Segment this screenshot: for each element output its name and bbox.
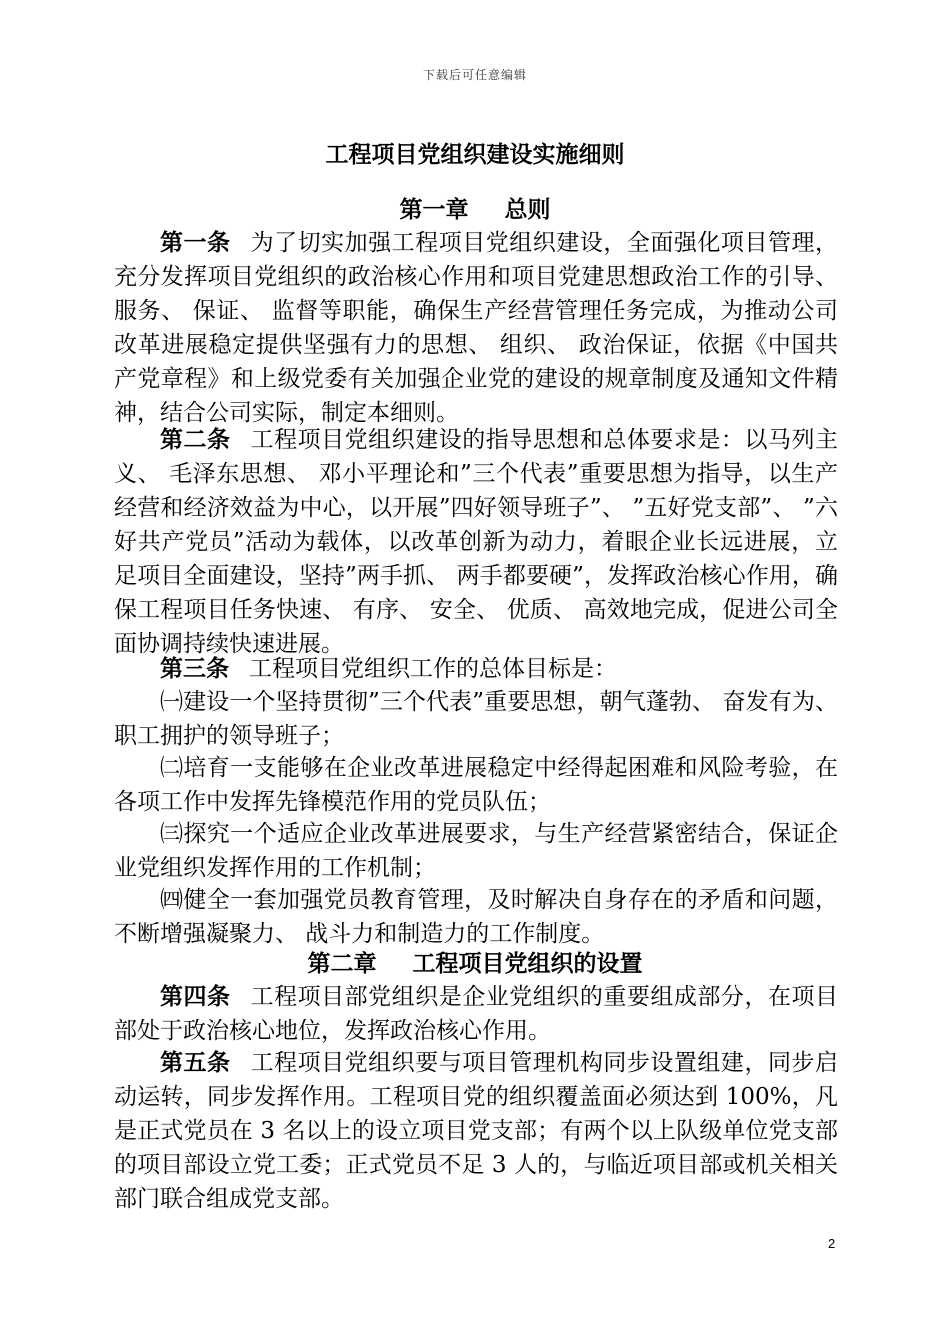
article-4-label: 第四条 — [160, 984, 231, 1010]
article-2 — [114, 423, 838, 661]
article-1-label: 第一条 — [160, 230, 231, 256]
article-1 — [114, 226, 838, 430]
chapter-2-heading — [0, 947, 950, 981]
chapter-2-number: 第二章 — [307, 951, 377, 977]
article-5-label: 第五条 — [160, 1050, 231, 1076]
list-item-3: ㈢探究一个适应企业改革进展要求，与生产经营紧密结合，保证企业党组织发挥作用的工作机制； — [114, 821, 838, 881]
article-3 — [114, 652, 838, 686]
article-3-text: 工程项目党组织工作的总体目标是： — [249, 656, 617, 682]
article-3-label: 第三条 — [160, 656, 229, 682]
list-item-1: ㈠建设一个坚持贯彻”三个代表”重要思想，朝气蓬勃、 奋发有为、 职工拥护的领导班子； — [114, 689, 838, 749]
list-item-2: ㈡培育一支能够在企业改革进展稳定中经得起困难和风险考验，在各项工作中发挥先锋模范作用的党员队伍； — [114, 755, 838, 815]
chapter-1-heading — [0, 193, 950, 227]
article-4 — [114, 980, 838, 1048]
chapter-1-number: 第一章 — [399, 197, 469, 223]
document-title: 工程项目党组织建设实施细则 — [325, 142, 625, 168]
article-5 — [114, 1046, 838, 1216]
article-2-text: 工程项目党组织建设的指导思想和总体要求是：以马列主义、 毛泽东思想、 邓小平理论和”三个代表”重要思想为指导，以生产经营和经济效益为中心，以开展”四好领导班子”、 ”五好党支部”、 ”六好共产党员”活动为载体，以改革创新为动力，着眼企业长远进展，立足项目全面建设，坚持”两手抓、 两手都要硬”，发挥政治核心作用，确保工程项目任务快速、 有序、 安全、 优质、 高效地完成，促进公司全面协调持续快速进展。 — [114, 427, 839, 657]
article-2-label: 第二条 — [160, 427, 231, 453]
chapter-2-title: 工程项目党组织的设置 — [412, 951, 643, 977]
header-note: 下载后可任意编辑 — [422, 68, 527, 82]
article-4-text: 工程项目部党组织是企业党组织的重要组成部分，在项目部处于政治核心地位，发挥政治核心作用。 — [114, 984, 839, 1044]
article-1-text: 为了切实加强工程项目党组织建设，全面强化项目管理，充分发挥项目党组织的政治核心作用和项目党建思想政治工作的引导、服务、 保证、 监督等职能，确保生产经营管理任务完成，为推动公司改革进展稳定提供坚强有力的思想、 组织、 政治保证，依据《中国共产党章程》和上级党委有关加强企业党的建设的规章制度及通知文件精神，结合公司实际，制定本细则。 — [114, 230, 839, 426]
chapter-1-title: 总则 — [504, 197, 551, 223]
article-5-text: 工程项目党组织要与项目管理机构同步设置组建，同步启动运转，同步发挥作用。工程项目党的组织覆盖面必须达到 100%，凡是正式党员在 3 名以上的设立项目党支部；有两个以上队级单位党支部的项目部设立党工委；正式党员不足 3 人的，与临近项目部或机关相关部门联合组成党支部。 — [114, 1050, 839, 1212]
list-item-4: ㈣健全一套加强党员教育管理，及时解决自身存在的矛盾和问题，不断增强凝聚力、 战斗力和制造力的工作制度。 — [114, 887, 838, 947]
page-number: 2 — [828, 1236, 836, 1251]
